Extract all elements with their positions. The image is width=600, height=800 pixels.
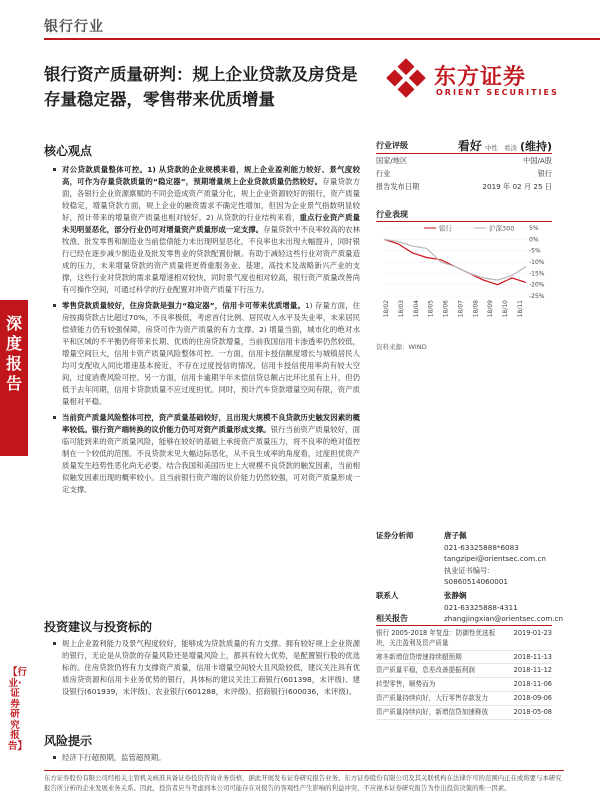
logo-name-cn: 东方证券 [434,65,527,90]
analyst-block [376,530,564,625]
related-report-item[interactable] [376,694,552,706]
related-report-date: 2018-05-08 [513,707,552,716]
x-tick-label: 18/09 [487,300,495,318]
report-type-tab [0,300,28,456]
x-tick-label: 18/11 [517,300,524,318]
key-point-3-text: 银行当前资产质量较好，面临可能到来的资产质量风险，能够在较好的基础上承接资产质量压力，将不良率的绝对值控制在一个较低的范围。不良贷款未见大幅边际恶化，从不良生成率的角度看，过度担忧资产质量发生趋势性恶化尚无必要。结合我国和美国历史上大规模不良贷款的触发因素，当前相似触发因素出现的概率较小。且当前银行资产端的议价能力仍然较强，可对资产质量形成一定支撑。 [62,425,360,494]
analyst-1-row [376,530,552,542]
series-line-沪深300 [384,239,526,280]
risk-section-title: 风险提示 [44,734,93,748]
rating-neg: 看淡 [503,144,517,152]
rating-label: 行业评级 [376,141,408,150]
related-reports-title: 相关报告 [376,612,552,626]
related-report-date: 2018-11-12 [513,666,552,675]
logo-name-en: ORIENT SECURITIES [436,88,559,97]
key-point-1-text: 存量贷款方面，各银行企业资源禀赋的不同会造成资产质量分化，规上企业资源较好的银行，资产质量较稳定，增量贷款方面，规上企业的融资需求不确定性增加，但因为企业景气指数明显较好，预计带来的增量资产质量也相对较好。2) 从贷款的行业结构来看， [62,177,360,222]
analyst-email[interactable]: tangzipei@orientsec.com.cn [444,554,546,563]
y-tick-label: -15% [529,270,545,278]
related-report-title[interactable]: 寒冬新增信贷增速持续超预期 [376,652,462,661]
key-point-3-lead: 当前资产质量风险整体可控，资产质量基础较好，且出现大规模不良贷款历史触发因素的概率较低。银行资产端转换的议价能力仍可对资产质量形成支撑。 [62,413,360,434]
contact-name: 张静娴 [444,591,467,600]
info-value: 银行 [537,169,552,178]
y-tick-label: 5% [529,225,539,232]
related-report-title[interactable]: 转型零售，顺势而为 [376,680,436,689]
key-point-2 [52,300,360,408]
header-rule [44,38,600,40]
key-point-2-text: 1) 存量方面，住房按揭贷款占比超过70%，不良率极低，考虑首付比例、居民收入水平及失业率，未来居民偿债能力仍有较强保障，房贷可作为资产质量的有力支撑。2) 增量当面，城市化的绝对水平和区域的不平衡仍将带来长期、优质的住房贷款增量，当前我国信用卡渗透率仍然较低，增量空间巨大，信用卡资产质量风险整体可控。一方面，信用卡授信额度增长与城镇居民人均可支配收入同比增速基本接近，不存在过度授信的情况，信用卡授信使用率尚有较大空间，过度消费风险可控。另一方面，信用卡逾期半年未偿信贷总额占比环比虽有上升，但仍低于去年同期，信用卡贷款质量不应过度担忧。同时，预计汽车贷款增量空间有限，资产质量相对平稳。 [62,301,361,406]
analyst-cert: 执业证书编号：S0860514060001 [444,565,509,586]
key-point-2-lead: 零售贷款质量较好，住房贷款是强力“稳定器”，信用卡可带来优质增量。 [62,301,305,310]
y-tick-label: -10% [529,259,545,266]
invest-paragraph: 规上企业盈利能力及景气程度较好，能够成为贷款质量的有力支撑。拥有较好规上企业资源的银行，无论是从贷款的存量风险还是增量风险上，都具有较大优势，是配置银行股的优选标的。住房贷款仍将有力支撑资产质量，信用卡增量空间较大且风险较低，建议关注具有优质房贷资源和信用卡业务优势的银行，具体标的建议关注工商银行(601398，未评级)、建设银行(601939，未评级)、农业银行(601288，未评级)、招商银行(600036，未评级)。 [52,638,360,698]
contact-role: 联系人 [376,591,399,600]
info-value: 2019 年 02 月 25 日 [482,182,552,191]
x-tick-label: 18/04 [412,300,420,318]
related-report-title[interactable]: 资产质量持续向好，大行零售存款发力 [376,693,489,702]
related-report-title[interactable]: 银行 2005-2018 年复盘：防御性优选板块，关注盈利及资产质量 [376,629,496,647]
analyst-phone: 021-63325888*6083 [444,542,519,552]
y-tick-label: -25% [529,293,545,300]
related-report-item[interactable] [376,653,552,665]
contact-email[interactable]: zhangjingxian@orientsec.com.cn [444,614,564,623]
analyst-role: 证券分析师 [376,531,414,540]
analyst-name: 唐子佩 [444,531,467,540]
risk-body [52,752,360,768]
y-tick-label: -20% [529,281,545,289]
key-point-1-lead2: 重点行业资产质量未见明显恶化，部分行业仍可对增量资产质量形成一定支撑。 [62,213,360,234]
related-report-item[interactable] [376,666,552,678]
key-points-body [52,164,360,500]
chart-title: 行业表现 [376,208,552,222]
key-points-title: 核心观点 [44,144,93,158]
related-reports [376,612,552,722]
industry-category: 银行行业 [44,19,104,35]
report-type-label: 深度报告 [5,314,22,393]
performance-line-chart [376,222,552,336]
report-header [0,0,600,44]
x-tick-label: 18/06 [442,300,450,318]
related-report-title[interactable]: 资产质量平稳，息差改善提振利润 [376,666,475,675]
x-tick-label: 18/07 [457,300,465,318]
related-report-item[interactable] [376,629,552,651]
related-report-date: 2018-11-13 [513,652,552,661]
x-tick-label: 18/05 [427,300,435,318]
orient-logo-icon [384,56,428,100]
legend-label: 银行 [439,224,452,233]
key-point-1-lead: 对公贷款质量整体可控。1) 从贷款的企业规模来看，规上企业盈利能力较好、景气度较高，可作为存量贷款质量的“稳定器”，预期增量规上企业贷款质量仍然较好。 [62,165,360,186]
key-point-1 [52,164,360,296]
contact-phone: 021-63325888-4311 [444,602,518,612]
y-tick-label: 0% [529,236,539,244]
invest-section-title: 投资建议与投资标的 [44,620,153,634]
x-tick-label: 18/02 [383,300,390,318]
analyst-1-email-row [376,553,552,565]
industry-performance-chart [376,208,552,338]
info-row-industry [376,167,552,180]
info-key: 行业 [376,169,391,178]
key-point-3 [52,412,360,496]
analyst-1-cert-row [376,565,552,586]
y-tick-label: -5% [529,247,541,255]
related-report-item[interactable] [376,708,552,720]
risk-paragraph: 经济下行超预期，监管超预期。 [52,752,360,764]
info-key: 国家/地区 [376,156,408,165]
rating-value: 看好 [457,139,482,153]
related-report-date: 2018-11-06 [513,680,552,689]
invest-body [52,638,360,702]
chart-source: 资料来源：WIND [376,343,427,351]
key-point-1-text2: 存量贷款中不良率较高的农林牧渔、批发零售和制造业当前偿债能力未出现明显恶化，不良率也未出现大幅提升，同时银行已经在逐步减少制造业及批发零售业的贷款配置份额。有助于减轻这些行业对资产质量造成的压力，未来增量贷款的资产质量将更倚重服务业、基建、高技术及战略新兴产业的支撑，这些行业对贷款的需求量增速相对较快，同时景气度也相对较高，银行资产质量改善尚有可操作空间，可通过科学的行业配置对冲资产质量下行压力。 [62,225,360,294]
x-tick-label: 18/03 [397,300,405,318]
x-tick-label: 18/08 [472,300,480,318]
analyst-1-phone-row [376,542,552,554]
info-key: 报告发布日期 [376,182,420,191]
info-row-region [376,154,552,167]
related-report-date: 2019-01-23 [513,629,552,637]
info-value: 中国/A股 [523,156,552,165]
report-title: 银行资产质量研判：规上企业贷款及房贷是存量稳定器，零售带来优质增量 [44,65,358,109]
x-tick-label: 18/10 [502,300,510,318]
rating-table [376,138,552,193]
related-report-title[interactable]: 资产质量持续向好，新增信贷加速释放 [376,707,489,716]
info-row-date [376,180,552,193]
legend-label: 沪深300 [489,224,515,233]
rating-keep: (维持) [519,140,552,153]
rating-row [376,138,552,154]
side-report-label: 【行业·证券研究报告】 [8,667,28,752]
related-report-date: 2018-09-06 [513,693,552,702]
related-report-item[interactable] [376,680,552,692]
disclaimer-footer: 东方证券股份有限公司经相关主管机关核准具备证券投资咨询业务资格，据此开展发布证券研究报告业务。东方证券股份有限公司及其关联机构在法律许可的范围内正在或将要与本研究报告所分析的企业发展业务关系。因此，投资者应当考虑到本公司可能存在对报告的客观性产生影响的利益冲突，不应视本证券研究报告为作出投资决策的唯一因素。 [44,770,564,793]
rating-mid: 中性 [484,144,498,152]
company-logo [384,54,564,110]
analyst-2-row [376,590,552,602]
